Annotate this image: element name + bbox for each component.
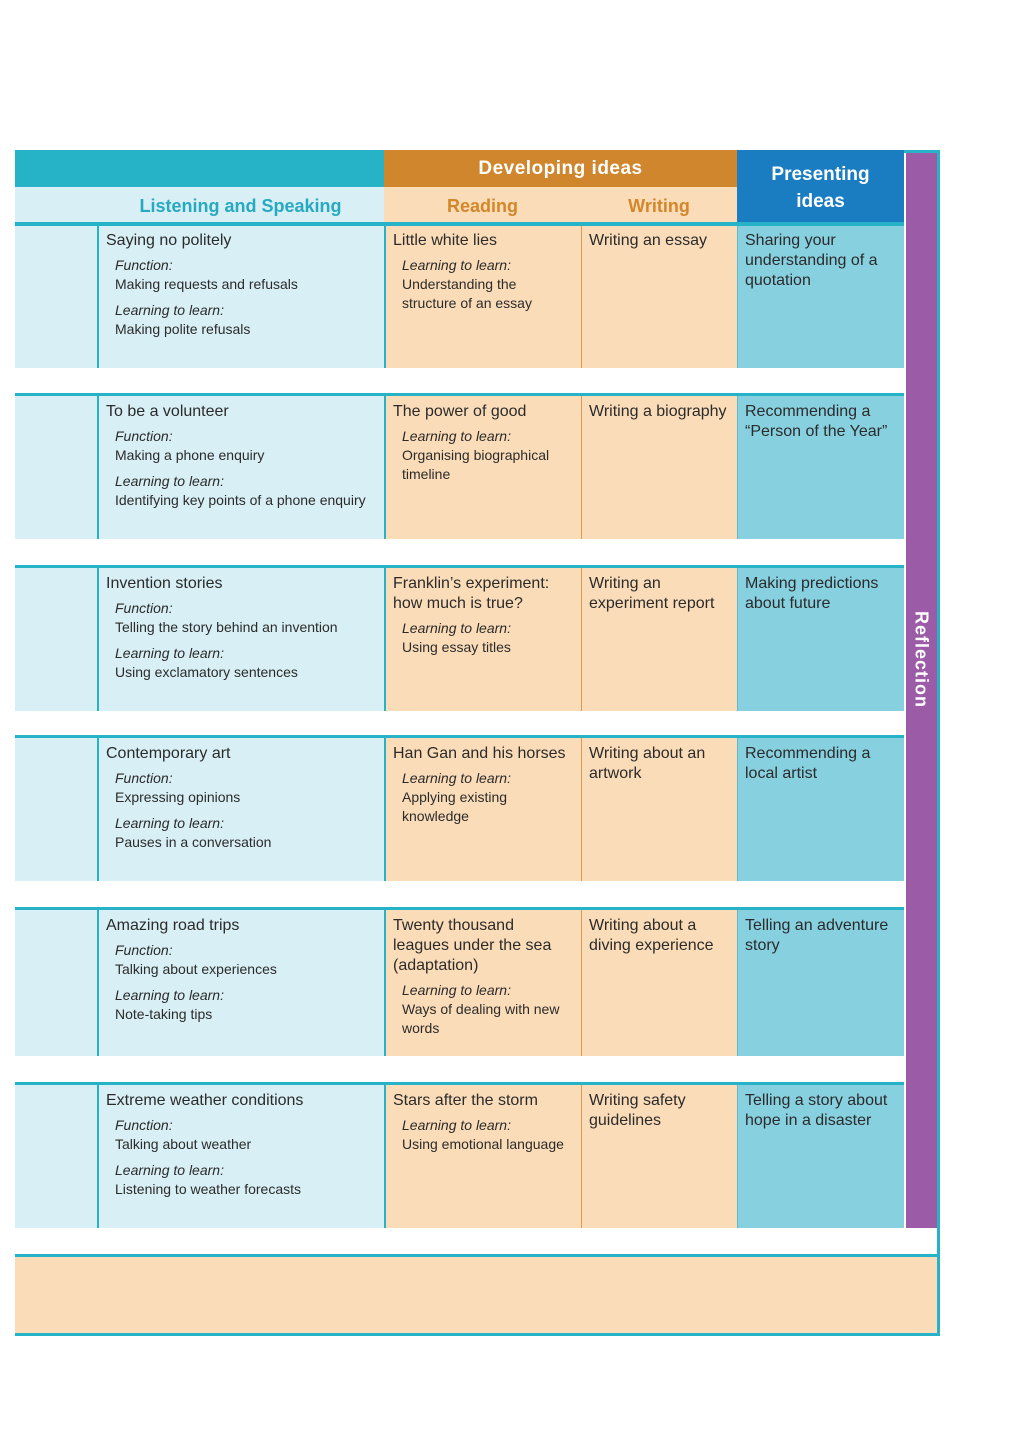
writing-cell [581, 396, 737, 539]
presenting-cell [737, 910, 904, 1056]
learning-label: Learning to learn: [402, 1117, 511, 1133]
listening-speaking-cell [97, 1085, 384, 1228]
unit-title: Saying no politely [106, 232, 232, 249]
learning-label: Learning to learn: [115, 815, 224, 831]
presenting-ideas-line1: Presenting [771, 163, 870, 185]
learning-label: Learning to learn: [115, 1162, 224, 1178]
writing-task: Writing about an artwork [589, 745, 706, 782]
learning-text: Organising biographical timeline [402, 447, 550, 482]
function-text: Making a phone enquiry [115, 447, 265, 463]
row-blank-cell [15, 225, 97, 368]
unit-title: Extreme weather conditions [106, 1092, 304, 1109]
unit-title: To be a volunteer [106, 403, 229, 420]
function-text: Talking about experiences [115, 961, 277, 977]
learning-label: Learning to learn: [402, 770, 511, 786]
presenting-cell [737, 396, 904, 539]
presenting-cell [737, 568, 904, 711]
bottom-border-line [15, 1333, 940, 1336]
learning-text: Using essay titles [402, 639, 511, 655]
unit-title: Amazing road trips [106, 917, 240, 934]
function-label: Function: [115, 257, 173, 273]
presenting-task: Making predictions about future [745, 575, 879, 612]
presenting-cell [737, 225, 904, 368]
reading-cell [384, 225, 581, 368]
reading-cell [384, 568, 581, 711]
learning-label: Learning to learn: [402, 257, 511, 273]
row-blank-cell [15, 738, 97, 881]
reading-cell [384, 396, 581, 539]
learning-text: Pauses in a conversation [115, 834, 272, 850]
learning-label: Learning to learn: [402, 982, 511, 998]
reading-title: Franklin’s experiment: how much is true? [393, 575, 550, 612]
writing-task: Writing an essay [589, 232, 707, 249]
frame-top-line [904, 150, 940, 153]
unit-title: Contemporary art [106, 745, 231, 762]
learning-text: Applying existing knowledge [402, 789, 508, 824]
learning-text: Making polite refusals [115, 321, 251, 337]
function-text: Telling the story behind an invention [115, 619, 338, 635]
learning-text: Ways of dealing with new words [402, 1001, 560, 1036]
function-label: Function: [115, 942, 173, 958]
listening-speaking-cell [97, 568, 384, 711]
function-label: Function: [115, 1117, 173, 1133]
presenting-task: Sharing your understanding of a quotation [745, 232, 878, 289]
reading-title: Twenty thousand leagues under the sea (adaptation) [393, 917, 552, 974]
listening-speaking-cell [97, 225, 384, 368]
writing-task: Writing about a diving experience [589, 917, 714, 954]
writing-task: Writing safety guidelines [589, 1092, 686, 1129]
reading-header: Reading [384, 187, 581, 225]
learning-label: Learning to learn: [115, 987, 224, 1003]
presenting-task: Telling a story about hope in a disaster [745, 1092, 888, 1129]
header-divider [15, 224, 904, 226]
learning-label: Learning to learn: [402, 620, 511, 636]
frame-right-line [937, 150, 940, 1335]
writing-header: Writing [581, 187, 737, 225]
reading-cell [384, 910, 581, 1056]
function-text: Making requests and refusals [115, 276, 298, 292]
subheader-blank [15, 187, 97, 225]
unit-title: Invention stories [106, 575, 223, 592]
reflection-text: Reflection [911, 610, 932, 708]
presenting-ideas-header [737, 150, 904, 225]
reading-title: Stars after the storm [393, 1092, 538, 1109]
reading-cell [384, 1085, 581, 1228]
row-blank-cell [15, 910, 97, 1056]
writing-cell [581, 738, 737, 881]
reading-title: Han Gan and his horses [393, 745, 566, 762]
reading-cell [384, 738, 581, 881]
learning-text: Note-taking tips [115, 1006, 213, 1022]
listening-speaking-cell [97, 910, 384, 1056]
writing-task: Writing an experiment report [589, 575, 715, 612]
bottom-peach-band [15, 1257, 937, 1333]
reading-title: Little white lies [393, 232, 498, 249]
function-label: Function: [115, 600, 173, 616]
writing-cell [581, 225, 737, 368]
writing-task: Writing a biography [589, 403, 727, 420]
presenting-task: Recommending a “Person of the Year” [745, 403, 888, 440]
learning-text: Identifying key points of a phone enquiry [115, 492, 366, 508]
learning-text: Listening to weather forecasts [115, 1181, 301, 1197]
header-top-bar [15, 150, 384, 187]
function-label: Function: [115, 770, 173, 786]
presenting-cell [737, 1085, 904, 1228]
listening-speaking-cell [97, 738, 384, 881]
learning-label: Learning to learn: [115, 302, 224, 318]
learning-label: Learning to learn: [402, 428, 511, 444]
row-blank-cell [15, 396, 97, 539]
developing-ideas-header: Developing ideas [384, 150, 737, 187]
row-blank-cell [15, 1085, 97, 1228]
writing-cell [581, 910, 737, 1056]
function-text: Expressing opinions [115, 789, 241, 805]
function-label: Function: [115, 428, 173, 444]
writing-cell [581, 568, 737, 711]
presenting-ideas-line2: ideas [796, 190, 845, 212]
row-blank-cell [15, 568, 97, 711]
reading-title: The power of good [393, 403, 527, 420]
learning-text: Using emotional language [402, 1136, 564, 1152]
learning-label: Learning to learn: [115, 473, 224, 489]
presenting-cell [737, 738, 904, 881]
function-text: Talking about weather [115, 1136, 252, 1152]
learning-label: Learning to learn: [115, 645, 224, 661]
presenting-task: Telling an adventure story [745, 917, 889, 954]
listening-speaking-cell [97, 396, 384, 539]
listening-speaking-header: Listening and Speaking [97, 187, 384, 225]
writing-cell [581, 1085, 737, 1228]
presenting-task: Recommending a local artist [745, 745, 871, 782]
learning-text: Understanding the structure of an essay [402, 276, 532, 311]
learning-text: Using exclamatory sentences [115, 664, 298, 680]
